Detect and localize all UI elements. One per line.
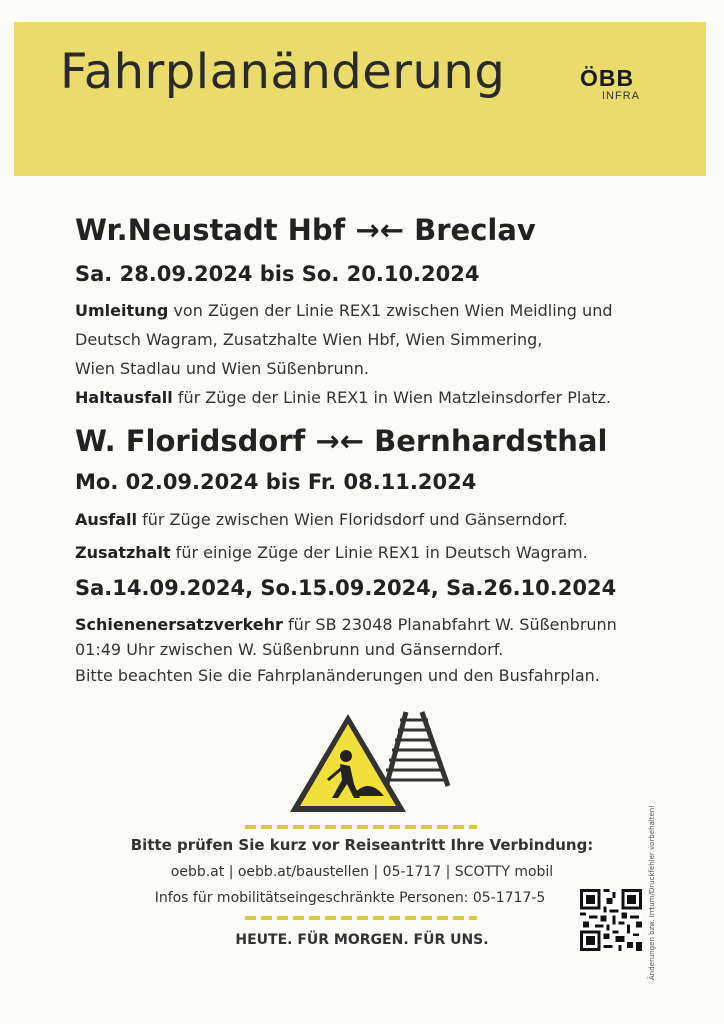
logo-main-text: ÖBB: [580, 65, 635, 91]
route-to: Breclav: [414, 213, 536, 247]
page-title: Fahrplanänderung: [60, 44, 506, 100]
notice-line: Deutsch Wagram, Zusatzhalte Wien Hbf, Wien Simmering,: [75, 330, 543, 349]
notice-line: [75, 384, 611, 412]
notice-line: [75, 539, 588, 567]
period-1: Sa. 28.09.2024 bis So. 20.10.2024: [75, 262, 480, 286]
notice-line: [75, 297, 612, 325]
footer-check: Bitte prüfen Sie kurz vor Reiseantritt Ihre Verbindung:: [130, 836, 594, 854]
period-2: Mo. 02.09.2024 bis Fr. 08.11.2024: [75, 470, 477, 494]
divider-dashed: [245, 916, 477, 920]
notice-text: für einige Züge der Linie REX1 in Deutsch Wagram.: [170, 543, 588, 562]
notice-text: für Züge der Linie REX1 in Wien Matzleinsdorfer Platz.: [172, 388, 611, 407]
route-from: Wr.Neustadt Hbf: [75, 213, 346, 247]
construction-warning-icon: [290, 714, 406, 812]
notice-line: 01:49 Uhr zwischen W. Süßenbrunn und Gänserndorf.: [75, 640, 504, 659]
route-arrows-icon: →←: [355, 213, 405, 247]
notice-keyword: Schienenersatzverkehr: [75, 615, 283, 634]
footer-links: oebb.at | oebb.at/baustellen | 05-1717 | SCOTTY mobil: [170, 864, 554, 880]
notice-text: für SB 23048 Planabfahrt W. Süßenbrunn: [282, 615, 617, 634]
route-arrows-icon: →←: [315, 424, 364, 458]
notice-keyword: Ausfall: [75, 510, 138, 529]
side-disclaimer: Änderungen bzw. Irrtum/Druckfehler vorbehalten!: [648, 804, 656, 980]
footer-slogan: HEUTE. FÜR MORGEN. FÜR UNS.: [235, 932, 489, 948]
notice-line: Wien Stadlau und Wien Süßenbrunn.: [75, 359, 369, 378]
notice-text: für Züge zwischen Wien Floridsdorf und Gänserndorf.: [137, 510, 568, 529]
route-to: Bernhardsthal: [374, 424, 608, 458]
logo-sub-text: INFRA: [602, 90, 640, 102]
qr-code-icon: [580, 889, 642, 951]
route-heading-1: [75, 213, 536, 247]
notice-line: [75, 506, 568, 534]
route-from: W. Floridsdorf: [75, 424, 306, 458]
oebb-infra-logo: [580, 67, 640, 103]
notice-keyword: Haltausfall: [75, 388, 173, 407]
route-heading-2: [75, 424, 607, 458]
footer-accessibility: Infos für mobilitätseingeschränkte Personen: 05-1717-5: [154, 890, 546, 906]
notice-text: von Zügen der Linie REX1 zwischen Wien Meidling und: [168, 301, 613, 320]
event-dates: Sa.14.09.2024, So.15.09.2024, Sa.26.10.2024: [75, 576, 617, 600]
divider-dashed: [245, 825, 477, 829]
notice-line: [75, 611, 617, 639]
notice-line: Bitte beachten Sie die Fahrplanänderungen und den Busfahrplan.: [75, 666, 600, 685]
notice-keyword: Zusatzhalt: [75, 543, 171, 562]
notice-keyword: Umleitung: [75, 301, 169, 320]
construction-sign: [288, 710, 458, 820]
